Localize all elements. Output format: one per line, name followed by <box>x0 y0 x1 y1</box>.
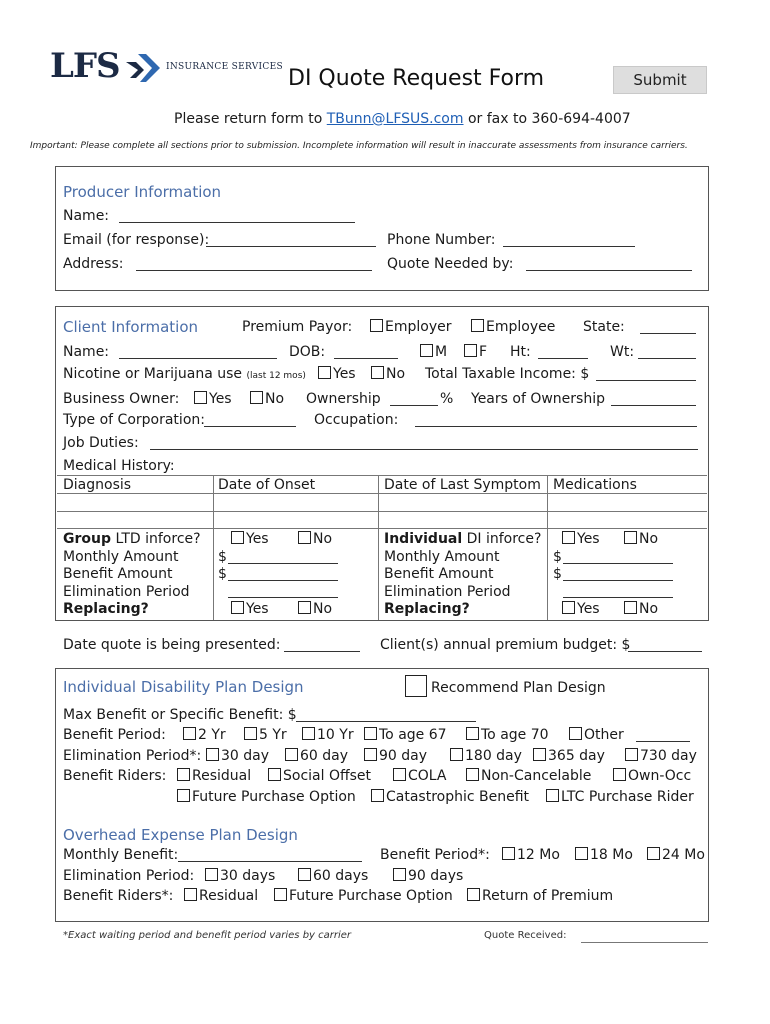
individual-di-yes-option[interactable]: Yes <box>562 531 600 547</box>
business-owner-yes-option[interactable]: Yes <box>194 391 232 407</box>
ep-90-option[interactable]: 90 day <box>364 748 427 764</box>
job-duties-field[interactable] <box>150 449 698 450</box>
quote-received-field[interactable] <box>581 942 708 943</box>
bp-other-field[interactable] <box>636 741 690 742</box>
group-replacing-yes-option[interactable]: Yes <box>231 601 269 617</box>
ep-60-option[interactable]: 60 day <box>285 748 348 764</box>
height-label: Ht: <box>510 344 531 360</box>
quote-received-label: Quote Received: <box>484 930 567 941</box>
date-presented-field[interactable] <box>284 651 360 652</box>
oh-ep-90-option[interactable]: 90 days <box>393 868 463 884</box>
group-ltd-no-option[interactable]: No <box>298 531 332 547</box>
oh-monthly-benefit-label: Monthly Benefit: <box>63 847 179 863</box>
return-email-link[interactable]: TBunn@LFSUS.com <box>326 111 464 127</box>
group-ltd-yes-checkbox[interactable] <box>231 531 244 544</box>
oh-ep-30-checkbox[interactable] <box>205 868 218 881</box>
idi-benefit-period-label: Benefit Period: <box>63 727 166 743</box>
rider-residual-option[interactable]: Residual <box>177 768 251 784</box>
bp-age70-option[interactable]: To age 70 <box>466 727 549 743</box>
medications-cell[interactable] <box>550 513 705 527</box>
rider-social-offset-option[interactable]: Social Offset <box>268 768 371 784</box>
group-benefit-amount-field[interactable] <box>228 580 338 581</box>
weight-field[interactable] <box>638 358 696 359</box>
dob-label: DOB: <box>289 344 326 360</box>
date-presented-label: Date quote is being presented: <box>63 637 281 653</box>
bp-other-checkbox[interactable] <box>569 727 582 740</box>
oh-ep-60-option[interactable]: 60 days <box>298 868 368 884</box>
logo-text: LFS <box>50 46 120 86</box>
individual-elimination-field[interactable] <box>563 597 673 598</box>
budget-field[interactable] <box>628 651 702 652</box>
ep-30-option[interactable]: 30 day <box>206 748 269 764</box>
max-benefit-label: Max Benefit or Specific Benefit: $ <box>63 707 297 723</box>
individual-di-yes-checkbox[interactable] <box>562 531 575 544</box>
individual-elimination-label: Elimination Period <box>384 584 511 600</box>
corp-type-label: Type of Corporation: <box>63 412 205 428</box>
submit-button[interactable]: Submit <box>613 66 707 94</box>
individual-replacing-label: Replacing? <box>384 601 470 617</box>
table-header-onset: Date of Onset <box>218 477 316 493</box>
medical-history-label: Medical History: <box>63 458 175 474</box>
bp-5yr-checkbox[interactable] <box>244 727 257 740</box>
onset-cell[interactable] <box>216 513 376 527</box>
table-border <box>57 511 707 512</box>
nicotine-no-option[interactable]: No <box>371 366 405 382</box>
job-duties-label: Job Duties: <box>63 435 139 451</box>
last-symptom-cell[interactable] <box>381 495 545 509</box>
ep-730-option[interactable]: 730 day <box>625 748 697 764</box>
state-field[interactable] <box>640 333 696 334</box>
employer-option[interactable]: Employer <box>370 319 451 335</box>
important-note: Important: Please complete all sections prior to submission. Incomplete information will result in inaccurate assessments from insurance carriers. <box>30 141 688 151</box>
rider-fpo-option[interactable]: Future Purchase Option <box>177 789 356 805</box>
individual-monthly-amount-field[interactable] <box>563 563 673 564</box>
nicotine-yes-checkbox[interactable] <box>318 366 331 379</box>
producer-email-field[interactable] <box>206 246 376 247</box>
idi-elimination-label: Elimination Period*: <box>63 748 202 764</box>
dollar-sign: $ <box>218 549 227 565</box>
employee-checkbox[interactable] <box>471 319 484 332</box>
idi-riders-label: Benefit Riders: <box>63 768 167 784</box>
rider-noncancelable-option[interactable]: Non-Cancelable <box>466 768 591 784</box>
table-border <box>57 528 707 529</box>
table-divider <box>378 475 379 620</box>
group-replacing-label: Replacing? <box>63 601 149 617</box>
table-border <box>57 475 707 476</box>
oh-bp-12-checkbox[interactable] <box>502 847 515 860</box>
footer-note: *Exact waiting period and benefit period varies by carrier <box>63 930 352 941</box>
producer-name-label: Name: <box>63 208 110 224</box>
table-border <box>57 493 707 494</box>
overhead-heading: Overhead Expense Plan Design <box>63 826 298 844</box>
producer-phone-label: Phone Number: <box>387 232 496 248</box>
group-ltd-yes-option[interactable]: Yes <box>231 531 269 547</box>
rider-own-occ-checkbox[interactable] <box>613 768 626 781</box>
bp-10yr-checkbox[interactable] <box>302 727 315 740</box>
ownership-label: Ownership <box>306 391 381 407</box>
corp-type-field[interactable] <box>204 426 296 427</box>
occupation-field[interactable] <box>415 426 697 427</box>
logo-subtext: INSURANCE SERVICES <box>166 62 283 72</box>
business-owner-no-checkbox[interactable] <box>250 391 263 404</box>
group-ltd-no-checkbox[interactable] <box>298 531 311 544</box>
weight-label: Wt: <box>610 344 635 360</box>
individual-replacing-yes-checkbox[interactable] <box>562 601 575 614</box>
ep-365-option[interactable]: 365 day <box>533 748 605 764</box>
bp-age67-checkbox[interactable] <box>364 727 377 740</box>
onset-cell[interactable] <box>216 495 376 509</box>
group-replacing-no-checkbox[interactable] <box>298 601 311 614</box>
bp-10yr-option[interactable]: 10 Yr <box>302 727 354 743</box>
oh-bp-18-checkbox[interactable] <box>575 847 588 860</box>
male-option[interactable]: M <box>420 344 447 360</box>
state-label: State: <box>583 319 625 335</box>
oh-rider-rop-option[interactable]: Return of Premium <box>467 888 613 904</box>
ep-180-option[interactable]: 180 day <box>450 748 522 764</box>
rider-noncancelable-checkbox[interactable] <box>466 768 479 781</box>
height-field[interactable] <box>538 358 588 359</box>
diagnosis-cell[interactable] <box>60 495 210 509</box>
producer-heading: Producer Information <box>63 183 222 201</box>
individual-replacing-no-checkbox[interactable] <box>624 601 637 614</box>
oh-rider-fpo-option[interactable]: Future Purchase Option <box>274 888 453 904</box>
ownership-field[interactable] <box>390 405 438 406</box>
group-elimination-field[interactable] <box>228 597 338 598</box>
years-ownership-label: Years of Ownership <box>471 391 605 407</box>
individual-di-label: Individual DI inforce? <box>384 531 542 547</box>
group-replacing-yes-checkbox[interactable] <box>231 601 244 614</box>
group-ltd-label: Group LTD inforce? <box>63 531 201 547</box>
producer-name-field[interactable] <box>119 222 355 223</box>
budget-label: Client(s) annual premium budget: $ <box>380 637 631 653</box>
oh-elimination-label: Elimination Period: <box>63 868 195 884</box>
years-ownership-field[interactable] <box>611 405 696 406</box>
nicotine-label: Nicotine or Marijuana use (last 12 mos) <box>63 366 306 382</box>
nicotine-yes-option[interactable]: Yes <box>318 366 356 382</box>
rider-own-occ-option[interactable]: Own-Occ <box>613 768 691 784</box>
page-title: DI Quote Request Form <box>288 66 545 91</box>
individual-replacing-no-option[interactable]: No <box>624 601 658 617</box>
oh-bp-12-option[interactable]: 12 Mo <box>502 847 560 863</box>
oh-ep-90-checkbox[interactable] <box>393 868 406 881</box>
idi-heading: Individual Disability Plan Design <box>63 678 304 696</box>
last-symptom-cell[interactable] <box>381 513 545 527</box>
rider-catastrophic-option[interactable]: Catastrophic Benefit <box>371 789 529 805</box>
individual-benefit-amount-label: Benefit Amount <box>384 566 494 582</box>
quote-needed-label: Quote Needed by: <box>387 256 514 272</box>
taxable-income-label: Total Taxable Income: $ <box>425 366 590 382</box>
dollar-sign: $ <box>553 549 562 565</box>
dollar-sign: $ <box>218 566 227 582</box>
premium-payor-label: Premium Payor: <box>242 319 353 335</box>
dollar-sign: $ <box>553 566 562 582</box>
individual-benefit-amount-field[interactable] <box>563 580 673 581</box>
ep-180-checkbox[interactable] <box>450 748 463 761</box>
group-benefit-amount-label: Benefit Amount <box>63 566 173 582</box>
business-owner-label: Business Owner: <box>63 391 180 407</box>
oh-bp-24-option[interactable]: 24 Mo <box>647 847 705 863</box>
rider-cola-option[interactable]: COLA <box>393 768 447 784</box>
client-name-label: Name: <box>63 344 110 360</box>
individual-di-no-option[interactable]: No <box>624 531 658 547</box>
business-owner-no-option[interactable]: No <box>250 391 284 407</box>
rider-ltc-checkbox[interactable] <box>546 789 559 802</box>
table-divider <box>213 475 214 620</box>
max-benefit-field[interactable] <box>296 721 476 722</box>
ep-60-checkbox[interactable] <box>285 748 298 761</box>
bp-age70-checkbox[interactable] <box>466 727 479 740</box>
rider-cola-checkbox[interactable] <box>393 768 406 781</box>
percent-label: % <box>440 391 454 407</box>
oh-rider-rop-checkbox[interactable] <box>467 888 480 901</box>
rider-ltc-option[interactable]: LTC Purchase Rider <box>546 789 694 805</box>
bp-2yr-option[interactable]: 2 Yr <box>183 727 226 743</box>
bp-age67-option[interactable]: To age 67 <box>364 727 447 743</box>
ep-30-checkbox[interactable] <box>206 748 219 761</box>
individual-di-no-checkbox[interactable] <box>624 531 637 544</box>
oh-monthly-benefit-field[interactable] <box>178 861 362 862</box>
rider-fpo-checkbox[interactable] <box>177 789 190 802</box>
table-divider <box>547 475 548 620</box>
table-header-medications: Medications <box>553 477 637 493</box>
quote-needed-field[interactable] <box>526 270 692 271</box>
oh-bp-18-option[interactable]: 18 Mo <box>575 847 633 863</box>
dob-field[interactable] <box>334 358 398 359</box>
recommend-plan-checkbox[interactable] <box>405 675 427 697</box>
table-header-last-symptom: Date of Last Symptom <box>384 477 541 493</box>
ep-90-checkbox[interactable] <box>364 748 377 761</box>
oh-ep-60-checkbox[interactable] <box>298 868 311 881</box>
group-monthly-amount-label: Monthly Amount <box>63 549 179 565</box>
rider-residual-checkbox[interactable] <box>177 768 190 781</box>
rider-catastrophic-checkbox[interactable] <box>371 789 384 802</box>
rider-social-offset-checkbox[interactable] <box>268 768 281 781</box>
employer-checkbox[interactable] <box>370 319 383 332</box>
medications-cell[interactable] <box>550 495 705 509</box>
individual-monthly-amount-label: Monthly Amount <box>384 549 500 565</box>
return-instructions: Please return form to TBunn@LFSUS.com or fax to 360-694-4007 <box>174 111 631 127</box>
female-option[interactable]: F <box>464 344 487 360</box>
ep-730-checkbox[interactable] <box>625 748 638 761</box>
oh-benefit-period-label: Benefit Period*: <box>380 847 490 863</box>
oh-riders-label: Benefit Riders*: <box>63 888 174 904</box>
business-owner-yes-checkbox[interactable] <box>194 391 207 404</box>
client-name-field[interactable] <box>119 358 277 359</box>
ep-365-checkbox[interactable] <box>533 748 546 761</box>
group-monthly-amount-field[interactable] <box>228 563 338 564</box>
bp-2yr-checkbox[interactable] <box>183 727 196 740</box>
oh-ep-30-option[interactable]: 30 days <box>205 868 275 884</box>
occupation-label: Occupation: <box>314 412 399 428</box>
group-replacing-no-option[interactable]: No <box>298 601 332 617</box>
diagnosis-cell[interactable] <box>60 513 210 527</box>
male-checkbox[interactable] <box>420 344 433 357</box>
logo-arrows-icon <box>126 52 162 84</box>
oh-bp-24-checkbox[interactable] <box>647 847 660 860</box>
oh-rider-residual-option[interactable]: Residual <box>184 888 258 904</box>
bp-5yr-option[interactable]: 5 Yr <box>244 727 287 743</box>
producer-address-label: Address: <box>63 256 124 272</box>
recommend-plan-label: Recommend Plan Design <box>431 680 606 696</box>
employee-option[interactable]: Employee <box>471 319 555 335</box>
producer-address-field[interactable] <box>136 270 372 271</box>
producer-email-label: Email (for response): <box>63 232 210 248</box>
nicotine-no-checkbox[interactable] <box>371 366 384 379</box>
group-elimination-label: Elimination Period <box>63 584 190 600</box>
oh-rider-residual-checkbox[interactable] <box>184 888 197 901</box>
bp-other-option[interactable]: Other <box>569 727 624 743</box>
individual-replacing-yes-option[interactable]: Yes <box>562 601 600 617</box>
client-heading: Client Information <box>63 318 199 336</box>
table-header-diagnosis: Diagnosis <box>63 477 132 493</box>
female-checkbox[interactable] <box>464 344 477 357</box>
oh-rider-fpo-checkbox[interactable] <box>274 888 287 901</box>
producer-phone-field[interactable] <box>503 246 635 247</box>
taxable-income-field[interactable] <box>596 380 696 381</box>
